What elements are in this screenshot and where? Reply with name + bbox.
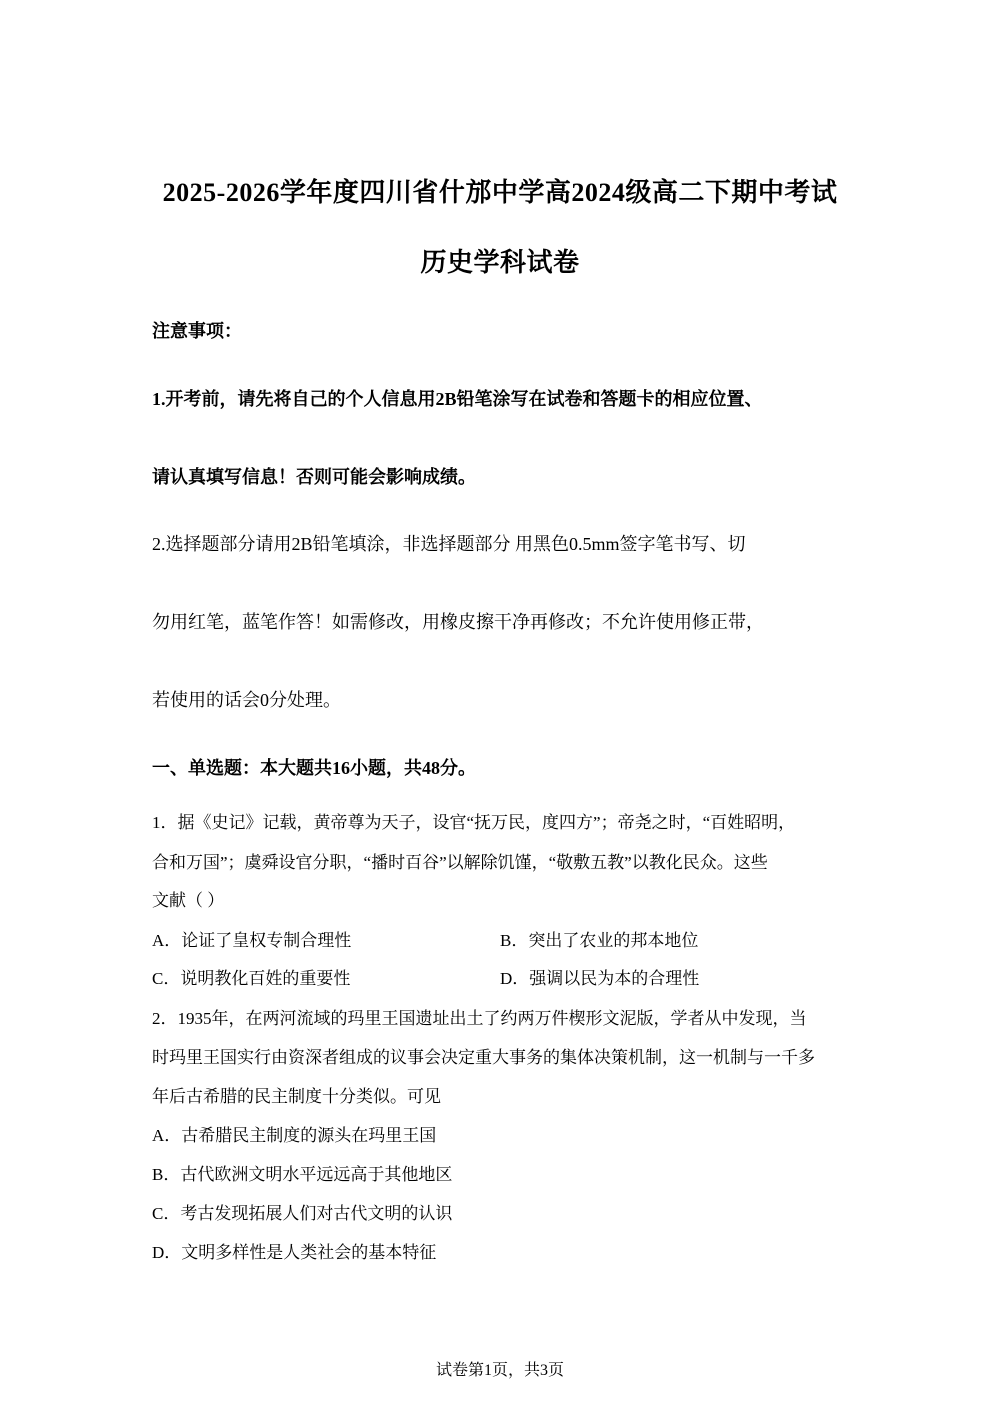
question-2-option-b: B．古代欧洲文明水平远远高于其他地区 xyxy=(152,1165,453,1184)
question-2-stem-line3: 年后古希腊的民主制度十分类似。可见 xyxy=(152,1087,441,1106)
notice-item2-line2: 勿用红笔，蓝笔作答！如需修改，用橡皮擦干净再修改；不允许使用修正带， xyxy=(152,612,764,632)
question-1-option-c: C．说明教化百姓的重要性 xyxy=(152,969,351,988)
notice-item1-line2: 请认真填写信息！否则可能会影响成绩。 xyxy=(152,467,476,487)
question-2-option-a: A．古希腊民主制度的源头在玛里王国 xyxy=(152,1126,437,1145)
question-1-option-b: B．突出了农业的邦本地位 xyxy=(500,931,699,950)
notice-item2-line1: 2.选择题部分请用2B铅笔填涂，非选择题部分 用黑色0.5mm签字笔书写、切 xyxy=(152,534,746,554)
question-2-option-d: D．文明多样性是人类社会的基本特征 xyxy=(152,1243,437,1262)
question-2-stem-line2: 时玛里王国实行由资深者组成的议事会决定重大事务的集体决策机制，这一机制与一千多 xyxy=(152,1048,815,1067)
notice-item1-line1: 1.开考前，请先将自己的个人信息用2B铅笔涂写在试卷和答题卡的相应位置、 xyxy=(152,389,763,409)
question-2-stem-line1: 2．1935年，在两河流域的玛里王国遗址出土了约两万件楔形文泥版，学者从中发现，当 xyxy=(152,1009,807,1028)
question-2-option-c: C．考古发现拓展人们对古代文明的认识 xyxy=(152,1204,453,1223)
notice-heading: 注意事项： xyxy=(152,321,242,341)
notice-item2-line3: 若使用的话会0分处理。 xyxy=(152,690,341,710)
question-1-option-a: A．论证了皇权专制合理性 xyxy=(152,931,352,950)
exam-title-line1: 2025-2026学年度四川省什邡中学高2024级高二下期中考试 xyxy=(162,178,838,207)
question-1-option-d: D．强调以民为本的合理性 xyxy=(500,969,700,988)
question-1-stem-line3: 文献（ ） xyxy=(152,891,225,910)
page-footer: 试卷第1页，共3页 xyxy=(435,1362,564,1379)
question-1-stem-line2: 合和万国”；虞舜设官分职，“播时百谷”以解除饥馑，“敬敷五教”以教化民众。这些 xyxy=(152,853,768,872)
section-heading: 一、单选题：本大题共16小题，共48分。 xyxy=(152,758,476,778)
question-1-stem-line1: 1．据《史记》记载，黄帝尊为天子，设官“抚万民，度四方”；帝尧之时，“百姓昭明， xyxy=(152,813,796,832)
exam-title-line2: 历史学科试卷 xyxy=(420,248,580,277)
